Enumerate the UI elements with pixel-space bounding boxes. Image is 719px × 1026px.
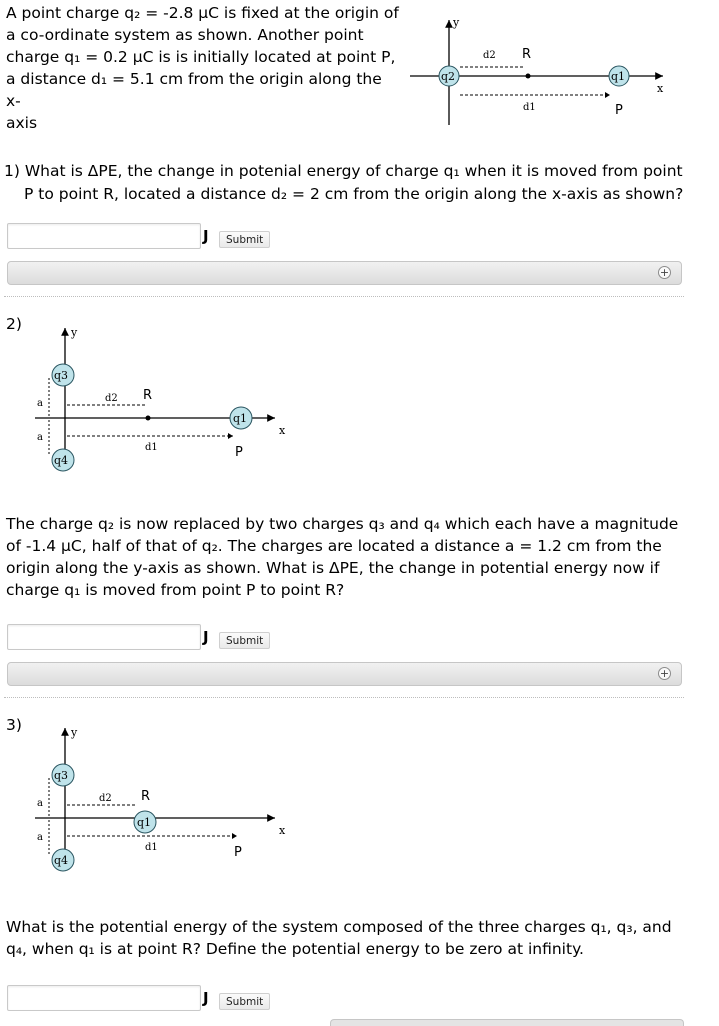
hint-bar-3-edge <box>330 1019 684 1026</box>
intro-line-3: charge q₁ = 0.2 μC is is initially located at point P, <box>6 48 396 66</box>
problem-intro <box>6 2 401 134</box>
plus-icon[interactable]: + <box>659 266 670 279</box>
label-q1: q1 <box>233 412 248 425</box>
label-d1: d1 <box>145 442 158 453</box>
label-y: y <box>71 726 78 739</box>
separator-1 <box>4 296 684 297</box>
submit-1-button[interactable]: Submit <box>219 231 270 248</box>
label-q1: q1 <box>137 816 152 829</box>
question-2-text <box>6 513 706 601</box>
label-d1: d1 <box>523 102 536 113</box>
answer-2-unit: J <box>203 628 209 646</box>
label-p: P <box>615 103 623 118</box>
question-3-line-2: q₄, when q₁ is at point R? Define the potential energy to be zero at infinity. <box>6 940 584 958</box>
plus-icon[interactable]: + <box>659 667 670 680</box>
hint-bar-2[interactable] <box>7 662 682 686</box>
label-a-bottom: a <box>37 432 43 443</box>
label-a-bottom: a <box>37 832 43 843</box>
label-r: R <box>522 47 532 62</box>
label-p: P <box>235 445 243 460</box>
point-r-marker <box>146 416 151 421</box>
label-y: y <box>71 326 78 339</box>
label-r: R <box>143 388 153 403</box>
label-a-top: a <box>37 398 43 409</box>
question-3-line-1: What is the potential energy of the system composed of the three charges q₁, q₃, and <box>6 918 672 936</box>
question-3-number: 3) <box>6 716 22 734</box>
submit-2-button[interactable]: Submit <box>219 632 270 649</box>
label-a-top: a <box>37 798 43 809</box>
label-q3: q3 <box>54 369 69 382</box>
answer-3-input[interactable] <box>7 985 201 1011</box>
label-y: y <box>453 16 460 29</box>
intro-line-2: a co-ordinate system as shown. Another point <box>6 26 364 44</box>
label-d1: d1 <box>145 842 158 853</box>
hint-bar-1[interactable] <box>7 261 682 285</box>
figure-1-diagram <box>405 10 685 130</box>
answer-2-input[interactable] <box>7 624 201 650</box>
label-q3: q3 <box>54 769 69 782</box>
label-x: x <box>657 82 664 95</box>
question-2-line-3: origin along the y-axis as shown. What is ΔPE, the change in potential energy now if <box>6 559 660 577</box>
label-d2: d2 <box>105 393 118 404</box>
answer-1-unit: J <box>203 227 209 245</box>
answer-1-input[interactable] <box>7 223 201 249</box>
figure-3-diagram <box>25 720 300 880</box>
point-r-marker <box>526 74 531 79</box>
figure-2-diagram <box>25 320 300 480</box>
label-r: R <box>141 789 151 804</box>
question-1-line-1: 1) What is ΔPE, the change in potenial energy of charge q₁ when it is moved from point <box>4 162 683 180</box>
answer-3-unit: J <box>203 989 209 1007</box>
question-3-text <box>6 916 706 960</box>
question-1-line-2: P to point R, located a distance d₂ = 2 cm from the origin along the x-axis as shown? <box>24 185 684 203</box>
label-p: P <box>234 845 242 860</box>
intro-line-4: a distance d₁ = 5.1 cm from the origin along the x- <box>6 70 382 110</box>
label-d2: d2 <box>99 793 112 804</box>
intro-line-5: axis <box>6 114 38 132</box>
label-x: x <box>279 424 286 437</box>
question-1-text <box>4 160 709 206</box>
question-2-line-4: charge q₁ is moved from point P to point R? <box>6 581 345 599</box>
label-x: x <box>279 824 286 837</box>
question-2-line-2: of -1.4 μC, half of that of q₂. The charges are located a distance a = 1.2 cm from the <box>6 537 662 555</box>
submit-3-button[interactable]: Submit <box>219 993 270 1010</box>
question-2-number: 2) <box>6 315 22 333</box>
question-2-line-1: The charge q₂ is now replaced by two charges q₃ and q₄ which each have a magnitude <box>6 515 679 533</box>
label-q1: q1 <box>611 70 626 83</box>
label-q2: q2 <box>441 70 456 83</box>
intro-line-1: A point charge q₂ = -2.8 μC is fixed at the origin of <box>6 4 399 22</box>
label-q4: q4 <box>54 454 69 467</box>
label-q4: q4 <box>54 854 69 867</box>
separator-2 <box>4 697 684 698</box>
label-d2: d2 <box>483 50 496 61</box>
